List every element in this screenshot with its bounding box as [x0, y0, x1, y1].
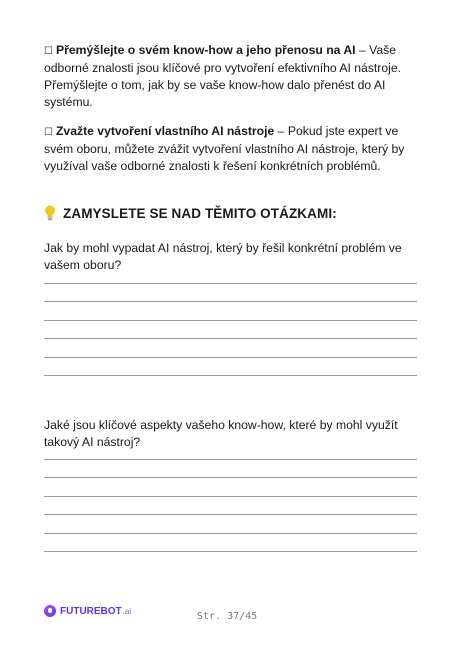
section-heading: [44, 205, 337, 221]
logo-text: FUTUREBOT: [60, 605, 122, 617]
checkbox-icon[interactable]: ☐: [44, 46, 53, 57]
checklist-item-text: – Pokud jste expert ve svém oboru, můžete zvážit vytvoření vlastního AI nástroje, který by využíval vaše odborné znalosti k řešení konkrétních problémů.: [44, 124, 405, 173]
answer-line[interactable]: [44, 320, 417, 321]
answer-line[interactable]: [44, 533, 417, 534]
answer-line[interactable]: [44, 357, 417, 358]
answer-line[interactable]: [44, 496, 417, 497]
footer-logo: [44, 605, 131, 617]
lightbulb-icon: [44, 205, 56, 221]
question-1: Jak by mohl vypadat AI nástroj, který by řešil konkrétní problém ve vašem oboru?: [44, 241, 402, 272]
answer-line[interactable]: [44, 283, 417, 284]
answer-line[interactable]: [44, 301, 417, 302]
answer-lines-1[interactable]: [44, 283, 417, 393]
answer-line[interactable]: [44, 477, 417, 478]
futurebot-logo-icon: [44, 605, 56, 617]
answer-line[interactable]: [44, 338, 417, 339]
checklist-item-text: – Vaše odborné znalosti jsou klíčové pro vytvoření efektivního AI nástroje. Přemýšlejte o tom, jak by se vaše know-how dalo přenést do AI systému.: [44, 43, 402, 109]
question-2: Jaké jsou klíčové aspekty vašeho know-how, které by mohl využít takový AI nástroj?: [44, 418, 398, 449]
checklist-item-title: Zvažte vytvoření vlastního AI nástroje: [55, 124, 275, 138]
checklist-item-own-tool: [44, 123, 424, 175]
answer-line[interactable]: [44, 375, 417, 376]
checkbox-icon[interactable]: ☐: [44, 127, 53, 138]
page-number: Str. 37/45: [197, 611, 258, 622]
section-heading-text: ZAMYSLETE SE NAD TĚMITO OTÁZKAMI:: [63, 205, 337, 221]
answer-line[interactable]: [44, 459, 417, 460]
logo-suffix: .ai: [122, 606, 132, 616]
answer-line[interactable]: [44, 514, 417, 515]
checklist-item-know-how: [44, 42, 424, 111]
answer-lines-2[interactable]: [44, 459, 417, 569]
answer-line[interactable]: [44, 551, 417, 552]
checklist-item-title: Přemýšlejte o svém know-how a jeho přenosu na AI: [55, 43, 356, 57]
